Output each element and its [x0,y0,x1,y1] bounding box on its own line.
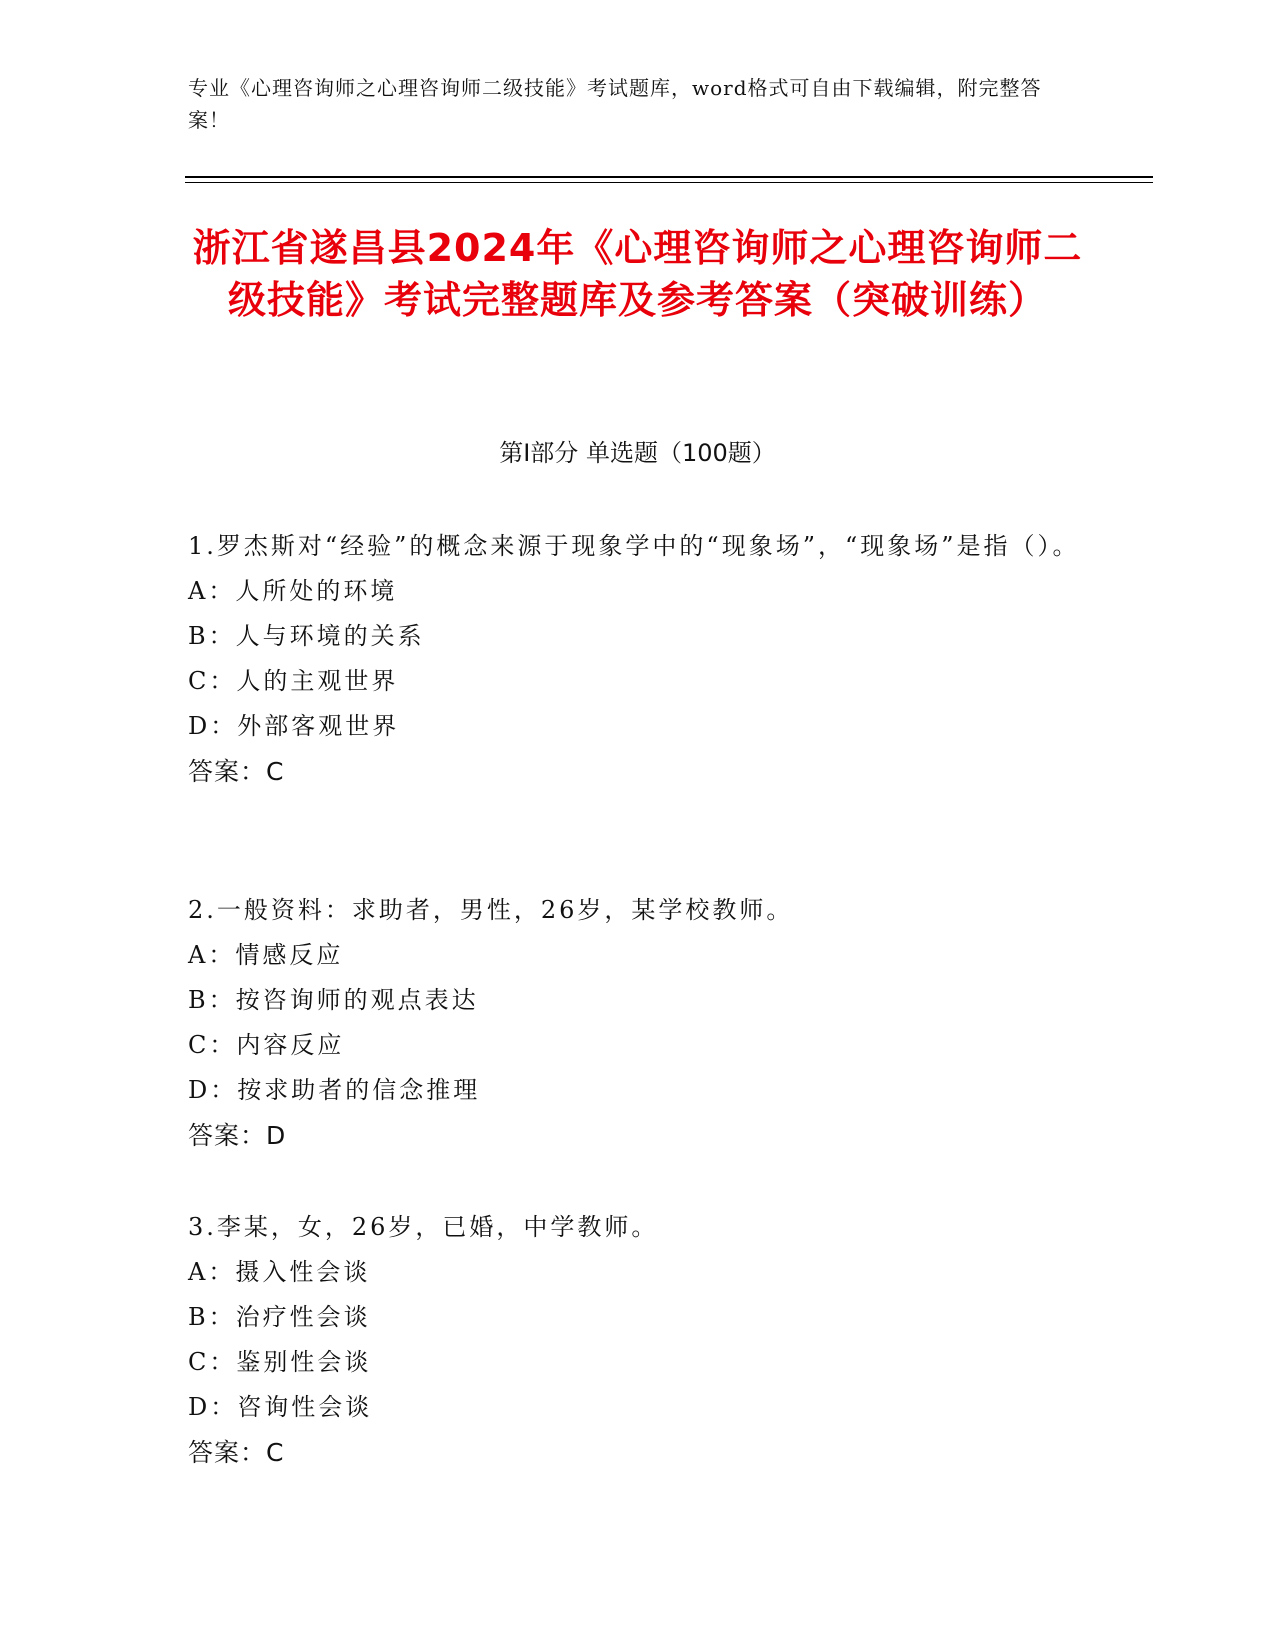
question-3 [188,1205,1088,1475]
header-divider-thin [185,182,1153,183]
option-b: B：治疗性会谈 [188,1303,371,1331]
option-d: D：咨询性会谈 [188,1393,373,1421]
question-stem: 2.一般资料：求助者，男性，26岁，某学校教师。 [188,896,794,924]
option-b: B：人与环境的关系 [188,622,425,650]
option-b: B：按咨询师的观点表达 [188,986,479,1014]
option-a: A：人所处的环境 [188,577,398,605]
option-c: C：人的主观世界 [188,667,399,695]
header-divider-thick [185,176,1153,178]
option-c: C：鉴别性会谈 [188,1348,372,1376]
option-a: A：情感反应 [188,941,344,969]
option-c: C：内容反应 [188,1031,345,1059]
question-stem: 3.李某，女，26岁，已婚，中学教师。 [188,1213,659,1241]
question-1 [188,524,1088,794]
question-2 [188,888,1088,1158]
option-d: D：按求助者的信念推理 [188,1076,481,1104]
option-a: A：摄入性会谈 [188,1258,371,1286]
header-note: 专业《心理咨询师之心理咨询师二级技能》考试题库，word格式可自由下载编辑，附完整答案！ [188,76,1042,132]
answer-line: 答案：C [188,757,285,786]
answer-line: 答案：D [188,1121,287,1150]
document-title: 浙江省遂昌县2024年《心理咨询师之心理咨询师二级技能》考试完整题库及参考答案（突破训练） [192,226,1083,322]
answer-line: 答案：C [188,1438,285,1467]
option-d: D：外部客观世界 [188,712,400,740]
question-stem: 1.罗杰斯对“经验”的概念来源于现象学中的“现象场”，“现象场”是指（）。 [188,532,1080,560]
section-heading: 第I部分 单选题（100题） [499,439,776,467]
